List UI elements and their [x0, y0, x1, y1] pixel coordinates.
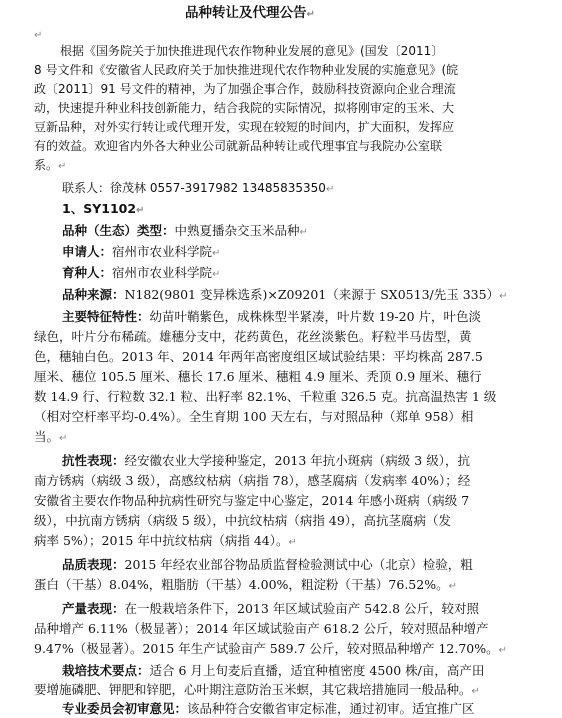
traits-line-2: 绿色，叶片分布稀疏。雄穗分支中，花药黄色，花丝淡紫色。籽粒半马齿型，黄 — [34, 329, 472, 344]
committee-line-1: 专业委员会初审意见：该品种符合安徽省审定标准，通过初审。适宜推广区 — [62, 701, 475, 716]
blank-line-mark: ↵ — [34, 30, 43, 41]
intro-line-6: 有的效益。欢迎省内外各大种业公司就新品种转让或代理事宜与我院办公室联 — [34, 139, 443, 153]
intro-line-2: 8 号文件和《安徽省人民政府关于加快推进现代农作物种业发展的实施意见》(皖 — [34, 63, 459, 77]
quality-line-1: 品质表现：2015 年经农业部谷物品质监督检验测试中心（北京）检验，粗 — [62, 557, 473, 572]
variety-type-row: 品种（生态）类型：中熟夏播杂交玉米品种↵ — [62, 223, 308, 238]
applicant-row: 申请人：宿州市农业科学院↵ — [62, 244, 221, 259]
resistance-line-1: 抗性表现：经安徽农业大学接种鉴定，2013 年抗小斑病（病级 3 级），抗 — [62, 453, 470, 468]
traits-line-3: 色，穗轴白色。2013 年、2014 年两年高密度组区域试验结果：平均株高 287.5 — [34, 349, 483, 364]
resistance-line-4: 级），中抗南方锈病（病级 5 级），中抗纹枯病（病指 49），高抗茎腐病（发 — [34, 513, 452, 528]
cultivation-line-1: 栽培技术要点：适合 6 月上旬麦后直播，适宜种植密度 4500 株/亩，高产田 — [62, 663, 485, 678]
resistance-line-3: 安徽省主要农作物品种抗病性研究与鉴定中心鉴定，2014 年感小斑病（病级 7 — [34, 493, 470, 508]
breeder-row: 育种人：宿州市农业科学院↵ — [62, 265, 221, 280]
source-row: 品种来源：N182(9801 变异株选系)×Z09201（来源于 SX0513/先玉 335）↵ — [62, 287, 508, 302]
yield-line-2: 品种增产 6.11%（极显著）；2014 年区域试验亩产 618.2 公斤，较对照品种增产 — [34, 621, 489, 636]
intro-line-3: 政〔2011〕91 号文件的精神，为了加强企事合作，鼓励科技资源向企业合理流 — [34, 82, 456, 96]
traits-line-6: （相对空杆率平均-0.4%）。全生育期 100 天左右，与对照品种（郑单 958）相 — [34, 409, 474, 424]
resistance-line-2: 南方锈病（病级 3 级），高感纹枯病（病指 78），感茎腐病（发病率 40%）；经 — [34, 473, 471, 488]
intro-line-4: 动，快速提升种业科技创新能力，结合我院的实际情况，拟将刚审定的玉米、大 — [34, 101, 455, 115]
resistance-line-5: 病率 5%）；2015 年中抗纹枯病（病指 44）。↵ — [34, 533, 297, 548]
quality-line-2: 蛋白（干基）8.04%，粗脂肪（干基）4.00%，粗淀粉（干基）76.52%。↵ — [34, 577, 457, 592]
traits-line-1: 主要特征特性：幼苗叶鞘紫色，成株株型半紧凑，叶片数 19-20 片，叶色淡 — [62, 309, 481, 324]
contact-line: 联系人：徐茂林 0557-3917982 13485835350↵ — [62, 181, 335, 195]
intro-line-1: 根据《国务院关于加快推进现代农作物种业发展的意见》(国发〔2011〕 — [60, 44, 444, 58]
cultivation-line-2: 要增施磷肥、钾肥和锌肥，心叶期注意防治玉米螟，其它栽培措施同一般品种。↵ — [34, 682, 480, 697]
intro-line-5: 豆新品种，对外实行转让或代理开发，实现在较短的时间内，扩大面积，发挥应 — [34, 120, 455, 134]
item-heading: 1、SY1102↵ — [62, 201, 145, 216]
yield-line-1: 产量表现：在一般栽培条件下，2013 年区域试验亩产 542.8 公斤，较对照 — [62, 601, 480, 616]
traits-line-5: 数 14.9 行、行粒数 32.1 粒、出籽率 82.1%、千粒重 326.5 克。抗高温热害 1 级 — [34, 389, 497, 404]
intro-line-7: 系。↵ — [34, 158, 67, 172]
document-title: 品种转让及代理公告↵ — [185, 5, 315, 21]
traits-line-4: 厘米、穗位 105.5 厘米、穗长 17.6 厘米、穗粗 4.9 厘米、秃顶 0.9 厘米、穗行 — [34, 369, 482, 384]
yield-line-3: 9.47%（极显著）。2015 年生产试验亩产 589.7 公斤，较对照品种增产 12.70%。↵ — [34, 641, 508, 656]
traits-line-7: 当。↵ — [34, 429, 68, 444]
